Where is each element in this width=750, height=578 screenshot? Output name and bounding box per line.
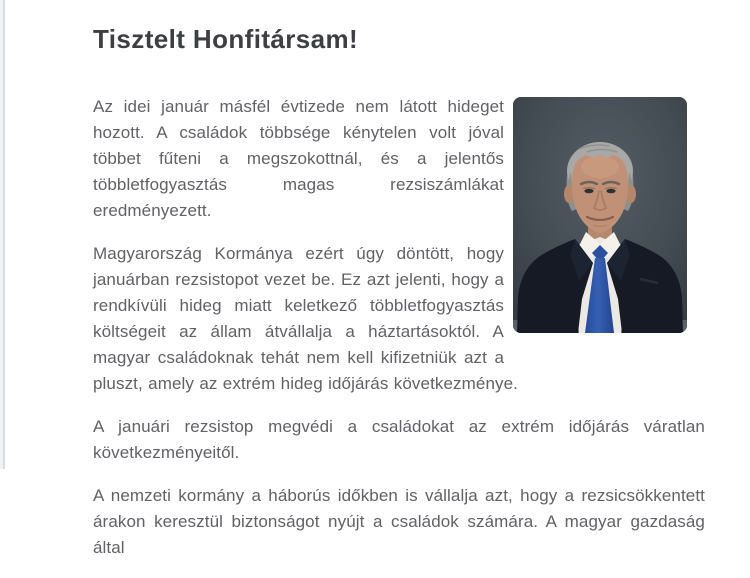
- paragraph-rezsistop-announcement: Magyarország Kormánya ezért úgy döntött, hogy januárban rezsistopot vezet be. Ez azt jelenti, hogy a rendkívüli hideg miatt keletkező többletfogyasztás költségeit az állam átvállalja a háztartásoktól. A magyar családoknak tehát nem kell kifizetniük azt a pluszt, amely az extrém hideg időjárás következménye.: [93, 244, 518, 393]
- page-title: Tisztelt Honfitársam!: [93, 24, 359, 54]
- paragraph-january-cold: Az idei január másfél évtizede nem látott hideget hozott. A családok többsége kénytelen volt jóval többet fűteni a megszokottnál, és a jelentős többletfogyasztás magas rezsiszámlákat eredményezett.: [93, 97, 504, 220]
- paragraph-rezsistop-protection: A januári rezsistop megvédi a családokat az extrém időjárás váratlan következményeitől.: [93, 417, 705, 462]
- paragraph-national-government: A nemzeti kormány a háborús időkben is vállalja azt, hogy a rezsicsökkentett árakon keresztül biztonságot nyújt a családok számára. A magyar gazdaság által: [93, 486, 705, 557]
- portrait-forehead: [581, 156, 619, 178]
- portrait-illustration: [513, 97, 687, 333]
- portrait-eye-right: [606, 189, 615, 194]
- viktor-orban-portrait-image: [513, 97, 687, 333]
- letter-page: [93, 24, 705, 578]
- portrait-eye-left: [584, 189, 593, 194]
- left-edge-line: [3, 0, 5, 469]
